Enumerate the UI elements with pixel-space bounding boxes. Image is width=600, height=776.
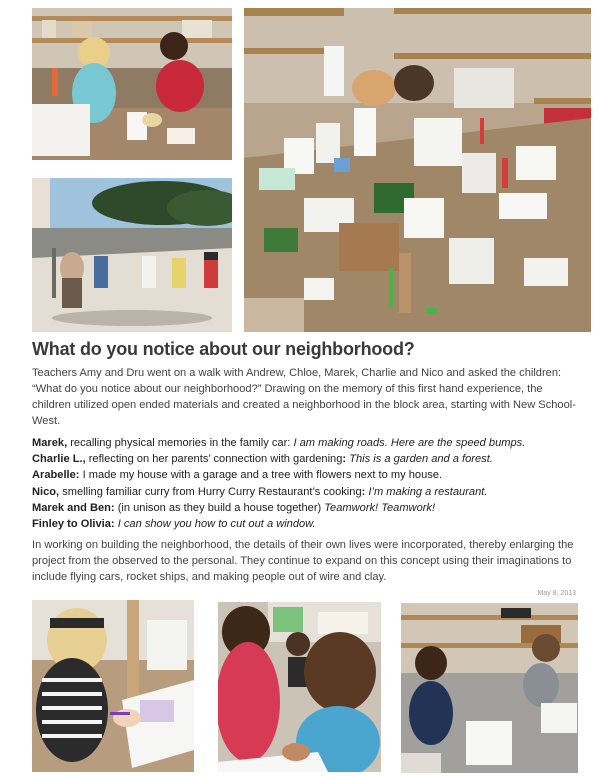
photo-neighborhood-walk: [32, 178, 232, 332]
date-stamp: May 8, 2013: [537, 590, 576, 597]
quote-context: recalling physical memories in the family car:: [67, 437, 294, 449]
quote-item: [32, 516, 580, 532]
photo-block-neighborhood: [244, 8, 591, 332]
photo-kids-building-boxes: [401, 603, 578, 773]
quote-speaker: Marek and Ben:: [32, 501, 115, 514]
quote-text: I can show you how to cut out a window.: [117, 518, 316, 531]
quote-context: reflecting on her parents’ connection with gardening: [85, 453, 343, 466]
quotes-list: [32, 435, 580, 532]
quote-context: (in unison as they build a house together): [114, 501, 325, 514]
quote-context: I made my house with a garage and a tree with flowers next to my house.: [79, 469, 443, 482]
quote-context: smelling familiar curry from Hurry Curry Restaurant’s cooking: [59, 485, 362, 498]
quote-item: [32, 435, 580, 451]
quote-speaker: Arabelle:: [32, 469, 80, 482]
quote-item: [32, 467, 580, 483]
quote-speaker: Nico,: [32, 485, 60, 498]
quote-text: Teamwork! Teamwork!: [324, 501, 436, 514]
quote-text: I am making roads. Here are the speed bumps.: [293, 437, 526, 449]
quote-item: [32, 500, 580, 516]
photo-children-with-paper: [218, 602, 381, 772]
photo-girls-at-table: [32, 8, 232, 160]
quote-item: [32, 484, 580, 500]
quote-separator: :: [342, 453, 350, 466]
quote-text: This is a garden and a forest.: [349, 453, 493, 466]
photo-girl-drawing: [32, 600, 194, 772]
outro-paragraph: In working on building the neighborhood, the details of their own lives were incorporated, thereby enlarging the project from the observed to the personal. They continue to expand on this concept using their imaginations to include flying cars, rocket ships, and making people out of wire and clay.: [32, 539, 574, 583]
quote-text: I’m making a restaurant.: [368, 485, 488, 498]
page-title: What do you notice about our neighborhood?: [32, 339, 415, 359]
quote-speaker: Finley to Olivia:: [32, 518, 115, 531]
quote-speaker: Charlie L.,: [32, 453, 86, 466]
quote-item: [32, 451, 580, 467]
quote-speaker: Marek,: [32, 437, 68, 449]
intro-paragraph: Teachers Amy and Dru went on a walk with Andrew, Chloe, Marek, Charlie and Nico and asked the children: “What do you notice about our neighborhood?” Drawing on the memory of this first hand experience, the children utilized open ended materials and created a neighborhood in the block area, starting with New School-West.: [32, 367, 576, 427]
quote-separator: :: [361, 485, 369, 498]
